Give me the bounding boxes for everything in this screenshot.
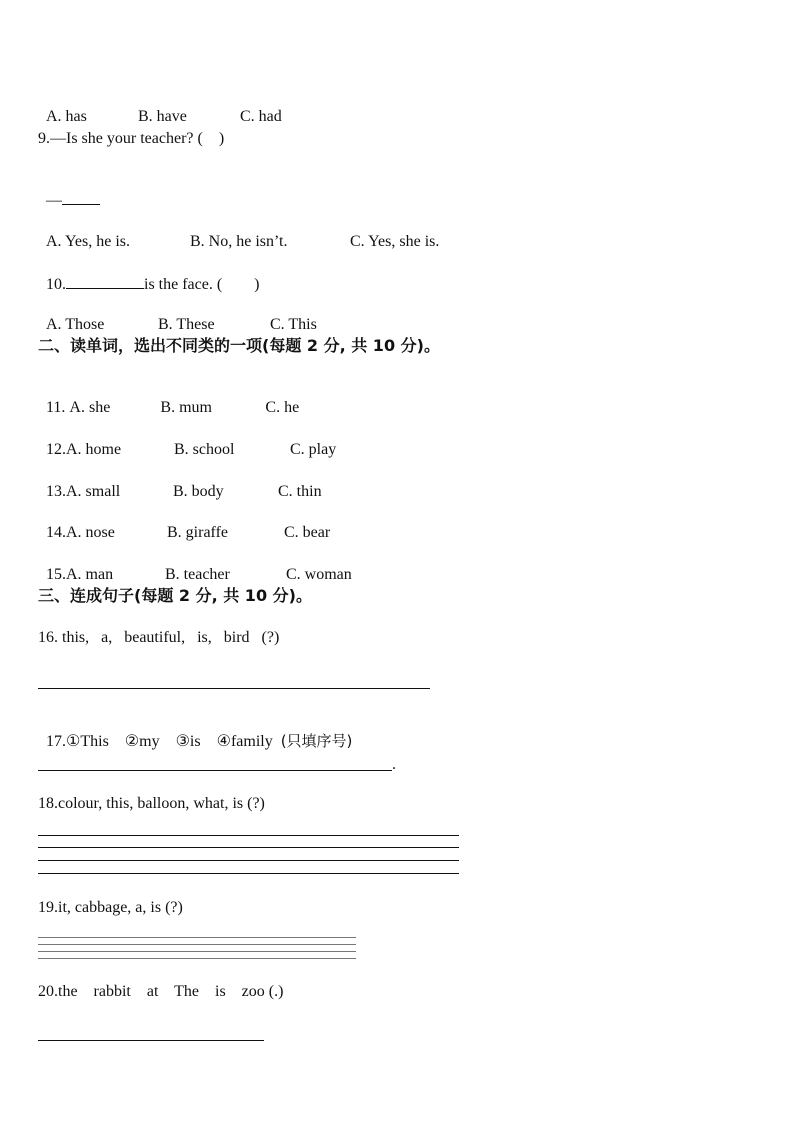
section-3-heading: 三、连成句子(每题 2 分, 共 10 分)。 (38, 586, 312, 605)
question-9-reply (38, 170, 100, 211)
option-c: C. had (240, 108, 282, 125)
option-c: C. Yes, she is. (350, 233, 440, 250)
option-a: A. home (66, 441, 122, 458)
question-19: 19.it, cabbage, a, is (?) (38, 899, 183, 916)
answer-line[interactable] (38, 958, 356, 959)
question-20: 20.the rabbit at The is zoo (.) (38, 983, 284, 1000)
question-14 (38, 503, 330, 543)
answer-blank[interactable] (66, 274, 144, 289)
question-number: 13. (46, 483, 66, 500)
question-8-options (38, 87, 282, 127)
answer-line[interactable] (38, 873, 459, 874)
answer-line[interactable] (38, 847, 459, 848)
option-a: A. Those (46, 316, 105, 333)
option-b: B. body (173, 483, 224, 500)
question-16: 16. this, a, beautiful, is, bird (?) (38, 629, 280, 646)
question-13 (38, 462, 322, 502)
question-15 (38, 545, 352, 585)
question-number: 14. (46, 524, 66, 541)
answer-end-period: . (392, 756, 396, 773)
answer-line[interactable] (38, 835, 459, 836)
option-a: A. she (69, 399, 111, 416)
answer-line[interactable] (38, 1040, 264, 1041)
answer-line[interactable] (38, 944, 356, 945)
question-9-options (38, 212, 439, 252)
option-a: A. small (66, 483, 121, 500)
option-a: A. nose (66, 524, 115, 541)
answer-blank[interactable] (62, 190, 100, 205)
option-c: C. play (290, 441, 337, 458)
answer-line[interactable] (38, 937, 356, 938)
question-number: 15. (46, 566, 66, 583)
option-b: B. giraffe (167, 524, 229, 541)
answer-line[interactable] (38, 951, 356, 952)
option-c: C. he (265, 399, 300, 416)
question-12 (38, 420, 336, 460)
question-11 (38, 378, 299, 418)
answer-line[interactable] (38, 688, 430, 689)
option-c: C. bear (284, 524, 331, 541)
question-10-options (38, 295, 317, 335)
option-b: B. have (138, 108, 187, 125)
option-c: C. This (270, 316, 317, 333)
option-c: C. woman (286, 566, 352, 583)
option-a: A. has (46, 108, 87, 125)
reply-dash: — (46, 192, 62, 209)
answer-line[interactable] (38, 860, 459, 861)
question-9-stem: 9.—Is she your teacher? ( ) (38, 130, 225, 147)
answer-line[interactable] (38, 770, 392, 771)
question-17 (38, 711, 352, 752)
question-18: 18.colour, this, balloon, what, is (?) (38, 795, 265, 812)
question-number: 11. (46, 399, 70, 416)
option-b: B. mum (160, 399, 212, 416)
option-b: B. These (158, 316, 215, 333)
option-b: B. No, he isn’t. (190, 233, 288, 250)
question-number: 12. (46, 441, 66, 458)
option-a: A. Yes, he is. (46, 233, 131, 250)
option-c: C. thin (278, 483, 322, 500)
option-b: B. school (174, 441, 235, 458)
option-b: B. teacher (165, 566, 230, 583)
question-10-stem (38, 254, 260, 295)
question-text: 17.①This ②my ③is ④family (46, 733, 281, 750)
section-2-heading: 二、读单词，选出不同类的一项(每题 2 分, 共 10 分)。 (38, 336, 440, 355)
instruction-note: (只填序号) (280, 732, 353, 750)
option-a: A. man (66, 566, 114, 583)
stem-text: is the face. ( ) (144, 276, 260, 293)
question-number: 10. (46, 276, 66, 293)
